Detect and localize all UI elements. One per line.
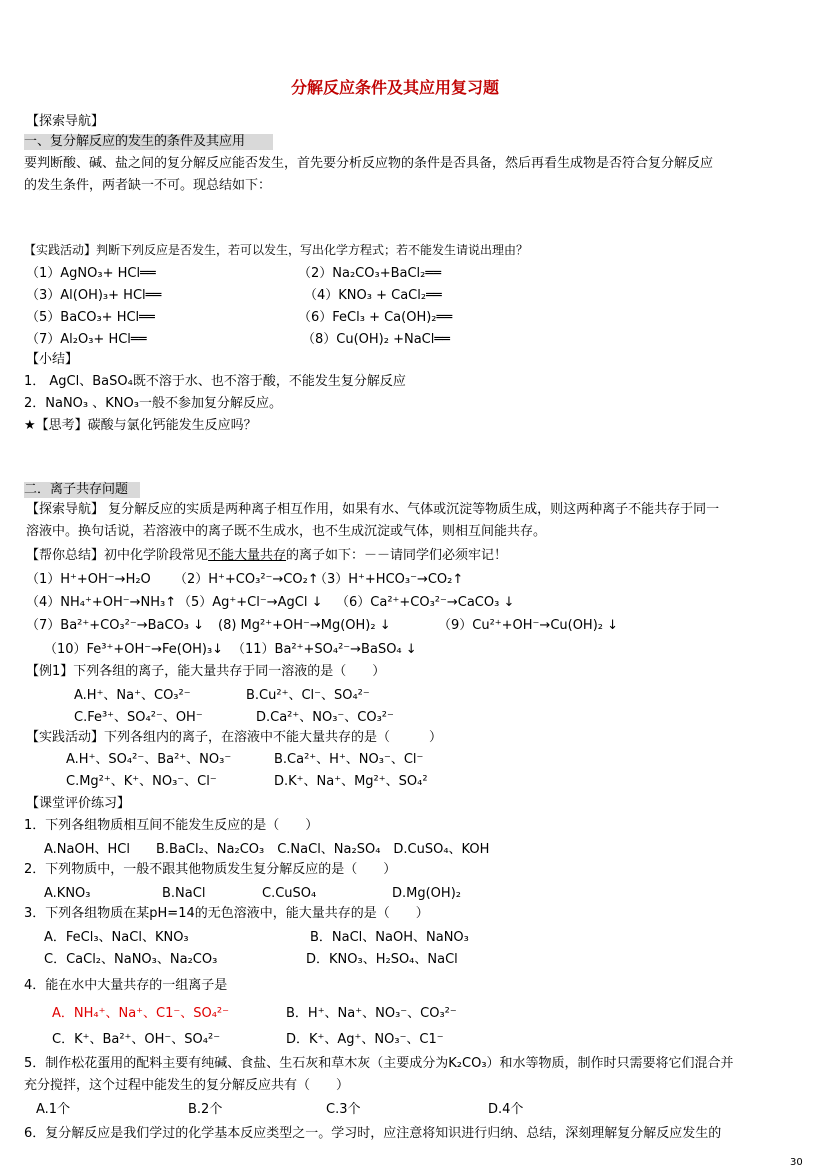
question-3: 3．下列各组物质在某pH=14的无色溶液中，能大量共存的是（ ） bbox=[24, 906, 429, 921]
reaction-7: （7）Al₂O₃+ HCl══ bbox=[26, 332, 147, 347]
practice-activity-2: 【实践活动】下列各组内的离子，在溶液中不能大量共存的是（ ） bbox=[26, 730, 443, 745]
practice-2-option-a: A.H⁺、SO₄²⁻、Ba²⁺、NO₃⁻ bbox=[66, 752, 232, 767]
help-summary-prefix: 【帮你总结】初中化学阶段常见 bbox=[26, 548, 209, 563]
page-number: 30 bbox=[790, 1157, 803, 1168]
page-title: 分解反应条件及其应用复习题 bbox=[291, 78, 500, 97]
section1-intro-line1: 要判断酸、碱、盐之间的复分解反应能否发生，首先要分析反应物的条件是否具备，然后再看生成物是否符合复分解反应 bbox=[24, 156, 714, 171]
practice-2-option-d: D.K⁺、Na⁺、Mg²⁺、SO₄² bbox=[274, 774, 428, 789]
section2-nav-line2: 溶液中。换句话说，若溶液中的离子既不生成水，也不生成沉淀或气体，则相互间能共存。 bbox=[26, 524, 547, 539]
practice-2-option-c: C.Mg²⁺、K⁺、NO₃⁻、Cl⁻ bbox=[66, 774, 217, 789]
question-6: 6．复分解反应是我们学过的化学基本反应类型之一。学习时，应注意将知识进行归纳、总结，深刻理解复分解反应发生的 bbox=[24, 1126, 722, 1141]
practice-activity-1: 【实践活动】判断下列反应是否发生，若可以发生，写出化学方程式；若不能发生请说出理由？ bbox=[24, 243, 529, 257]
ion-pair-4: （4）NH₄⁺+OH⁻→NH₃↑ bbox=[26, 595, 177, 610]
question-5-option-d: D.4个 bbox=[488, 1102, 524, 1117]
question-5-option-b: B.2个 bbox=[188, 1102, 223, 1117]
ion-pair-5: （5）Ag⁺+Cl⁻→AgCl ↓ bbox=[178, 595, 323, 610]
section1-heading: 一、复分解反应的发生的条件及其应用 bbox=[24, 134, 273, 150]
question-1-options: A.NaOH、HCl B.BaCl₂、Na₂CO₃ C.NaCl、Na₂SO₄ D.CuSO₄、KOH bbox=[44, 842, 490, 857]
question-2-option-d: D.Mg(OH)₂ bbox=[392, 886, 461, 901]
question-5-line2: 充分搅拌，这个过程中能发生的复分解反应共有（ ） bbox=[24, 1078, 350, 1093]
reaction-2: （2）Na₂CO₃+BaCl₂══ bbox=[298, 266, 442, 281]
question-3-option-d: D．KNO₃、H₂SO₄、NaCl bbox=[306, 952, 458, 967]
ion-pair-1: （1）H⁺+OH⁻→H₂O bbox=[26, 572, 151, 587]
section1-intro-line2: 的发生条件，两者缺一不可。现总结如下： bbox=[24, 178, 272, 193]
reaction-6: （6）FeCl₃ + Ca(OH)₂══ bbox=[298, 310, 453, 325]
think-question: ★【思考】碳酸与氯化钙能发生反应吗？ bbox=[24, 418, 257, 433]
reaction-1: （1）AgNO₃+ HCl══ bbox=[26, 266, 156, 281]
example-1-option-d: D.Ca²⁺、NO₃⁻、CO₃²⁻ bbox=[256, 710, 394, 725]
ion-pair-2: （2）H⁺+CO₃²⁻→CO₂↑ bbox=[174, 572, 319, 587]
question-3-option-b: B．NaCl、NaOH、NaNO₃ bbox=[310, 930, 469, 945]
question-4-option-d: D．K⁺、Ag⁺、NO₃⁻、C1⁻ bbox=[286, 1032, 444, 1047]
ion-pair-7: （7）Ba²⁺+CO₃²⁻→BaCO₃ ↓ bbox=[26, 618, 205, 633]
question-3-option-c: C．CaCl₂、NaNO₃、Na₂CO₃ bbox=[44, 952, 218, 967]
ion-pair-11: （11）Ba²⁺+SO₄²⁻→BaSO₄ ↓ bbox=[232, 642, 417, 657]
question-2-option-b: B.NaCl bbox=[162, 886, 206, 901]
question-5-option-c: C.3个 bbox=[326, 1102, 361, 1117]
question-4-option-a: A．NH₄⁺、Na⁺、C1⁻、SO₄²⁻ bbox=[52, 1006, 229, 1021]
reaction-8: （8）Cu(OH)₂ +NaCl══ bbox=[302, 332, 451, 347]
ion-pair-8: (8) Mg²⁺+OH⁻→Mg(OH)₂ ↓ bbox=[218, 618, 391, 633]
ion-pair-3: （3）H⁺+HCO₃⁻→CO₂↑ bbox=[314, 572, 464, 587]
example-1-option-b: B.Cu²⁺、Cl⁻、SO₄²⁻ bbox=[246, 688, 370, 703]
help-summary bbox=[26, 548, 507, 564]
summary-label: 【小结】 bbox=[26, 352, 79, 367]
question-4-option-b: B．H⁺、Na⁺、NO₃⁻、CO₃²⁻ bbox=[286, 1006, 457, 1021]
question-4-option-c: C．K⁺、Ba²⁺、OH⁻、SO₄²⁻ bbox=[52, 1032, 221, 1047]
summary-point-1: 1． AgCl、BaSO₄既不溶于水、也不溶于酸，不能发生复分解反应 bbox=[24, 374, 406, 389]
question-5-line1: 5．制作松花蛋用的配料主要有纯碱、食盐、生石灰和草木灰（主要成分为K₂CO₃）和水等物质，制作时只需要将它们混合并 bbox=[24, 1056, 734, 1071]
example-1-option-a: A.H⁺、Na⁺、CO₃²⁻ bbox=[74, 688, 191, 703]
question-2-option-a: A.KNO₃ bbox=[44, 886, 91, 901]
question-4: 4．能在水中大量共存的一组离子是 bbox=[24, 978, 228, 993]
class-evaluation-heading: 【课堂评价练习】 bbox=[26, 796, 131, 811]
reaction-3: （3）Al(OH)₃+ HCl══ bbox=[26, 288, 162, 303]
question-3-option-a: A．FeCl₃、NaCl、KNO₃ bbox=[44, 930, 189, 945]
ion-pair-9: （9）Cu²⁺+OH⁻→Cu(OH)₂ ↓ bbox=[438, 618, 619, 633]
section2-heading: 二．离子共存问题 bbox=[24, 482, 140, 498]
ion-pair-6: （6）Ca²⁺+CO₃²⁻→CaCO₃ ↓ bbox=[336, 595, 515, 610]
summary-point-2: 2．NaNO₃ 、KNO₃一般不参加复分解反应。 bbox=[24, 396, 282, 411]
help-summary-suffix: 的离子如下：－－请同学们必须牢记！ bbox=[286, 548, 508, 563]
question-2-option-c: C.CuSO₄ bbox=[262, 886, 317, 901]
reaction-4: （4）KNO₃ + CaCl₂══ bbox=[304, 288, 442, 303]
help-summary-emphasis: 不能大量共存 bbox=[208, 548, 287, 563]
question-1: 1．下列各组物质相互间不能发生反应的是（ ） bbox=[24, 818, 319, 833]
section2-nav-line1: 【探索导航】 复分解反应的实质是两种离子相互作用，如果有水、气体或沉淀等物质生成，则这两种离子不能共存于同一 bbox=[26, 502, 720, 517]
question-5-option-a: A.1个 bbox=[36, 1102, 71, 1117]
example-1-option-c: C.Fe³⁺、SO₄²⁻、OH⁻ bbox=[74, 710, 203, 725]
practice-2-option-b: B.Ca²⁺、H⁺、NO₃⁻、Cl⁻ bbox=[274, 752, 424, 767]
ion-pair-10: （10）Fe³⁺+OH⁻→Fe(OH)₃↓ bbox=[44, 642, 224, 657]
question-2: 2．下列物质中，一般不跟其他物质发生复分解反应的是（ ） bbox=[24, 862, 397, 877]
reaction-5: （5）BaCO₃+ HCl══ bbox=[26, 310, 155, 325]
example-1-question: 【例1】下列各组的离子，能大量共存于同一溶液的是（ ） bbox=[26, 664, 386, 679]
section1-nav-label: 【探索导航】 bbox=[26, 114, 105, 129]
